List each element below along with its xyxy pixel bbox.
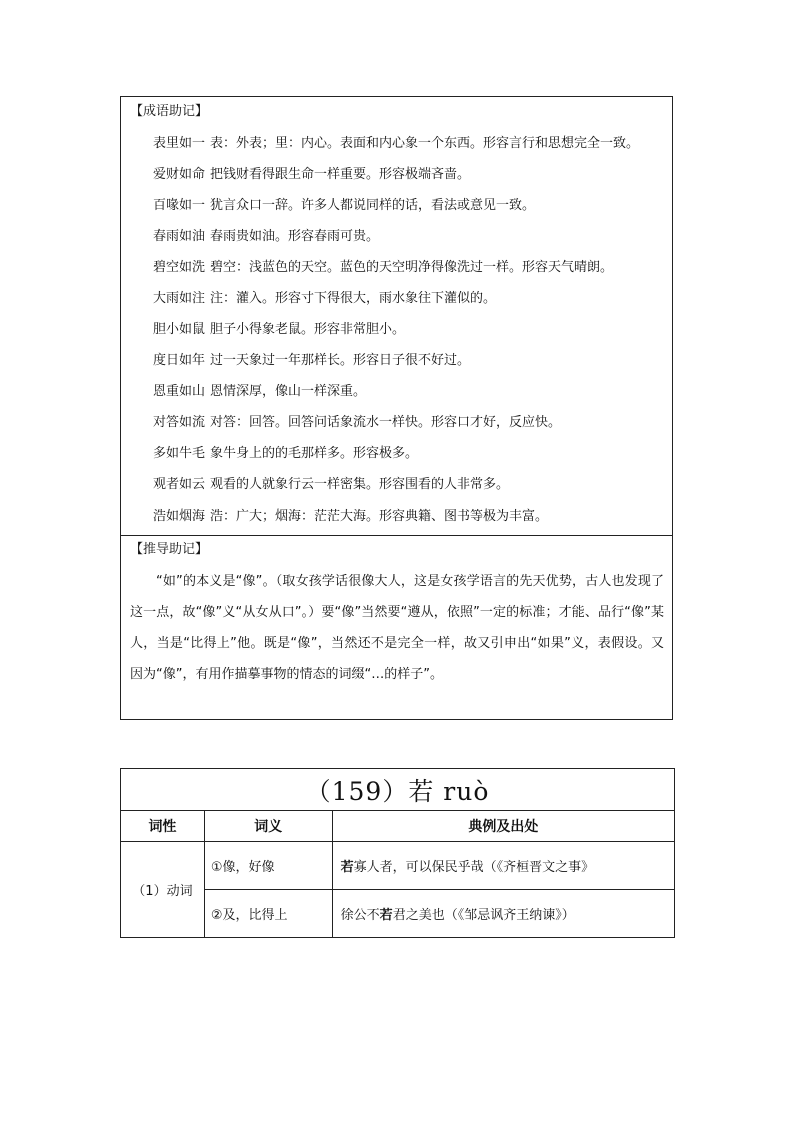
entry-title: （159）若 ruò xyxy=(121,769,675,811)
example-text-pre: 徐公不 xyxy=(340,908,380,923)
pos-cell: （1）动词 xyxy=(121,842,205,938)
meaning-cell: ①像，好像 xyxy=(204,842,332,890)
table-row xyxy=(121,842,675,890)
example-cell xyxy=(332,890,674,938)
idiom-term: 爱财如命 xyxy=(153,167,206,182)
idiom-definition: 观看的人就象行云一样密集。形容围看的人非常多。 xyxy=(210,477,510,492)
idiom-item xyxy=(153,289,496,309)
idiom-item xyxy=(153,320,405,340)
idiom-term: 浩如烟海 xyxy=(153,509,206,524)
idiom-item xyxy=(153,475,509,495)
idiom-item xyxy=(153,196,535,216)
idiom-notes-box xyxy=(120,96,673,720)
idiom-item xyxy=(153,351,470,371)
idiom-term: 大雨如注 xyxy=(153,291,206,306)
idiom-definition: 春雨贵如油。形容春雨可贵。 xyxy=(210,229,380,244)
example-text: 寡人者，可以保民乎哉（《齐桓晋文之事》 xyxy=(353,860,595,875)
table-row xyxy=(121,890,675,938)
idiom-item xyxy=(153,507,548,527)
idiom-item xyxy=(153,165,470,185)
idiom-definition: 浩：广大；烟海：茫茫大海。形容典籍、图书等极为丰富。 xyxy=(210,509,549,524)
idiom-term: 胆小如鼠 xyxy=(153,322,206,337)
idiom-definition: 犹言众口一辞。许多人都说同样的话，看法或意见一致。 xyxy=(210,198,536,213)
highlight-char: 若 xyxy=(379,908,393,923)
idiom-definition: 把钱财看得跟生命一样重要。形容极端吝啬。 xyxy=(210,167,471,182)
idiom-definition: 对答：回答。回答问话象流水一样快。形容口才好，反应快。 xyxy=(210,415,562,430)
derivation-heading: 【推导助记】 xyxy=(130,542,209,557)
idiom-definition: 碧空：浅蓝色的天空。蓝色的天空明净得像洗过一样。形容天气晴朗。 xyxy=(210,260,614,275)
idiom-definition: 恩情深厚，像山一样深重。 xyxy=(210,384,367,399)
idiom-item xyxy=(153,227,379,247)
idiom-term: 观者如云 xyxy=(153,477,206,492)
header-pos: 词性 xyxy=(121,811,205,842)
section-divider xyxy=(121,535,672,536)
idiom-definition: 胆子小得象老鼠。形容非常胆小。 xyxy=(210,322,406,337)
idiom-term: 对答如流 xyxy=(153,415,206,430)
idiom-term: 百喙如一 xyxy=(153,198,206,213)
idiom-term: 多如牛毛 xyxy=(153,446,206,461)
idiom-item xyxy=(153,382,366,402)
idiom-definition: 表：外表；里：内心。表面和内心象一个东西。形容言行和思想完全一致。 xyxy=(210,136,640,151)
example-cell xyxy=(332,842,674,890)
highlight-char: 若 xyxy=(340,860,354,875)
idiom-term: 碧空如洗 xyxy=(153,260,206,275)
idiom-definition: 过一天象过一年那样长。形容日子很不好过。 xyxy=(210,353,471,368)
idiom-definition: 注：灌入。形容寸下得很大，雨水象往下灌似的。 xyxy=(210,291,497,306)
idiom-definition: 象牛身上的的毛那样多。形容极多。 xyxy=(210,446,419,461)
idiom-term: 春雨如油 xyxy=(153,229,206,244)
idiom-term: 度日如年 xyxy=(153,353,206,368)
idiom-item xyxy=(153,258,613,278)
entry-table xyxy=(120,768,675,938)
idiom-item xyxy=(153,413,561,433)
derivation-paragraph: “如”的本义是“像”。（取女孩学话很像大人，这是女孩学语言的先天优势，古人也发现了这一点，故“像”义“从女从口”。）要“像”当然要“遵从，依照”一定的标准；才能、品行“像”某人，当是“比得上”他。既是“像”，当然还不是完全一样，故又引申出“如果”义，表假设。又因为“像”，有用作描摹事物的情态的词缀“…的样子”。 xyxy=(130,574,664,682)
idiom-term: 恩重如山 xyxy=(153,384,206,399)
idioms-heading: 【成语助记】 xyxy=(130,104,209,119)
idiom-item xyxy=(153,134,639,154)
header-example: 典例及出处 xyxy=(332,811,674,842)
idiom-term: 表里如一 xyxy=(153,136,206,151)
example-text: 君之美也（《邹忌讽齐王纳谏》） xyxy=(392,908,575,923)
meaning-cell: ②及，比得上 xyxy=(204,890,332,938)
header-meaning: 词义 xyxy=(204,811,332,842)
idiom-item xyxy=(153,444,418,464)
